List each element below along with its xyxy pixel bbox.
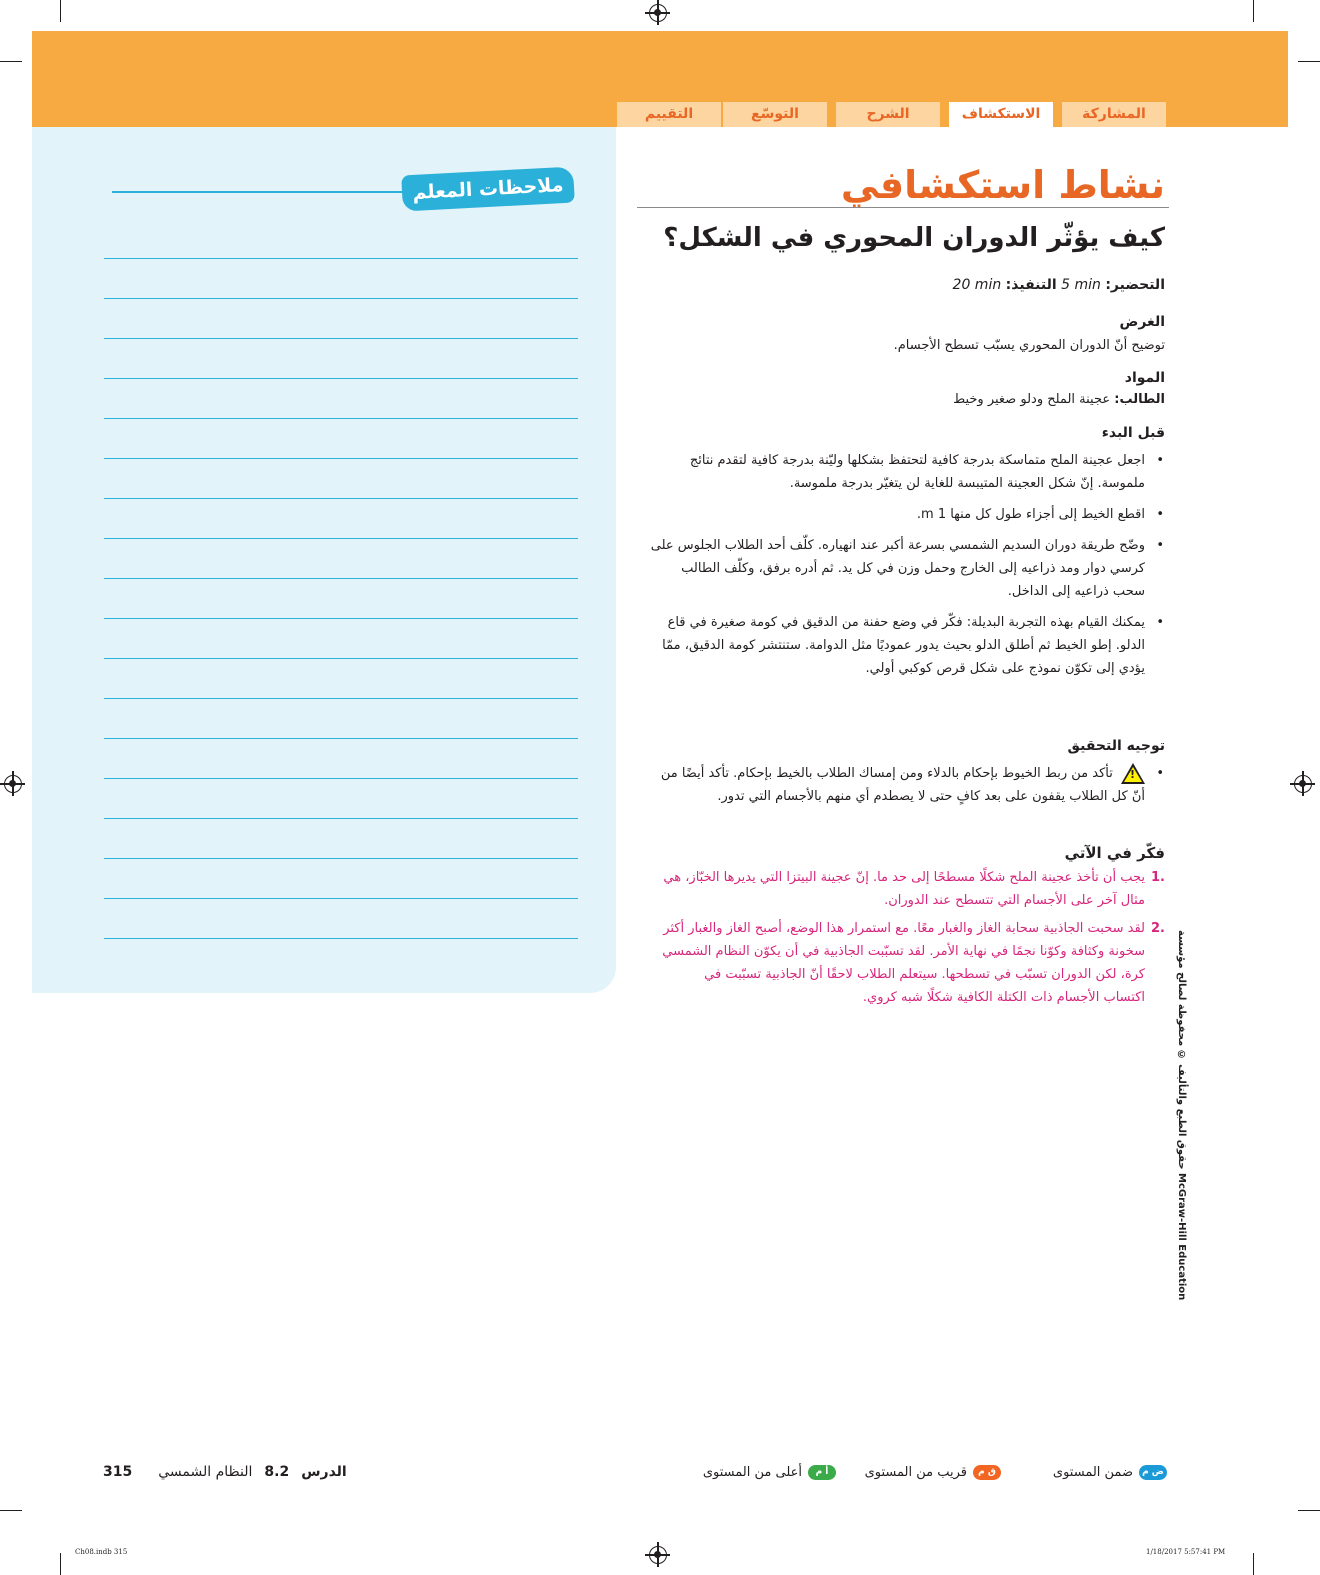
warning-icon [1121,763,1145,784]
guidance-heading: توجيه التحقيق [1067,738,1165,754]
notes-writing-line [104,458,578,459]
prep-label: التحضير: [1105,277,1165,293]
level-label: قريب من المستوى [864,1465,967,1480]
page-title: نشاط استكشافي [840,163,1165,207]
title-divider [637,207,1169,208]
crop-mark [0,61,22,62]
footer-lesson-label: الدرس [301,1464,347,1480]
activity-question: كيف يؤثّر الدوران المحوري في الشكل؟ [663,223,1165,253]
tab-evaluate[interactable]: التقييم [617,102,721,127]
page-number: 315 [103,1464,133,1480]
think-heading: فكّر في الآتي [1064,844,1165,862]
answer-number: 2. [1151,921,1165,936]
level-label: أعلى من المستوى [702,1465,802,1480]
crop-mark [0,1510,22,1511]
notes-writing-line [104,658,578,659]
answer-item [661,866,1165,912]
level-badge: ق م [973,1465,1001,1480]
crop-mark [1253,1553,1254,1575]
footer-lesson-number: 8.2 [264,1464,290,1480]
timing-row [953,277,1165,293]
list-item: • اجعل عجينة الملح متماسكة بدرجة كافية لتحتفظ بشكلها وليّنة بدرجة كافية لتقدم نتائج ملموسة. إنّ شكل العجينة المتيبسة للغاية لن يتغيّر بدرجة ملموسة. [649,449,1145,495]
list-item: • وضّح طريقة دوران السديم الشمسي بسرعة أكبر عند انهياره. كلّف أحد الطلاب الجلوس على كرسي دوار ومد ذراعيه إلى الخارج وحمل وزن في كل يد. ثم أدره برفق، وكلّف الطالب سحب ذراعيه إلى الداخل. [649,534,1145,603]
notes-writing-line [104,578,578,579]
footer-lesson-name: النظام الشمسي [158,1464,253,1480]
registration-mark-icon [649,4,667,22]
notes-writing-line [104,858,578,859]
tab-engage[interactable]: المشاركة [1062,102,1166,127]
before-start-list [649,449,1165,688]
warning-symbol: • ! [1130,768,1136,781]
crop-mark [60,0,61,22]
page-footer [103,1464,347,1480]
level-badge: أ م [808,1465,836,1480]
answer-number: 1. [1151,870,1165,885]
crop-mark [60,1553,61,1575]
top-banner [32,31,1288,100]
registration-mark-icon [1294,775,1312,793]
exec-label: التنفيذ: [1005,277,1057,293]
notes-title-line [112,191,404,193]
legend-approaching-level [865,1465,1001,1480]
materials-label: الطالب: [1114,392,1165,407]
purpose-heading: الغرض [1119,314,1165,330]
tab-explore[interactable]: الاستكشاف [949,102,1053,129]
before-start-heading: قبل البدء [1101,425,1165,441]
answer-item [661,917,1165,1009]
copyright-vertical [1176,930,1198,1301]
slug-file: Ch08.indb 315 [75,1548,128,1556]
exec-value: 20 min [952,277,1002,293]
copyright-text: حقوق الطبع والتأليف © محفوظة لصالح مؤسسة McGraw-Hill Education [1176,930,1187,1301]
answer-list [661,866,1165,1014]
guidance-text: تأكد من ربط الخيوط بإحكام بالدلاء ومن إمساك الطلاب بالخيط بإحكام. تأكد أيضًا من أنّ كل الطلاب يقفون على بعد كافٍ حتى لا يصطدم أي منهم بالأجسام التي تدور. [660,766,1145,804]
notes-writing-line [104,378,578,379]
legend-on-level [1053,1465,1167,1480]
crop-mark [1253,0,1254,22]
registration-mark-icon [649,1546,667,1564]
crop-mark [1298,61,1320,62]
guidance-list [649,762,1165,816]
notes-writing-line [104,618,578,619]
notes-writing-line [104,938,578,939]
level-badge: ض م [1139,1465,1167,1480]
slug-date: 1/18/2017 5:57:41 PM [1146,1548,1226,1556]
tab-elaborate[interactable]: التوسّع [723,102,827,127]
prep-value: 5 min [1061,277,1101,293]
notes-writing-line [104,258,578,259]
notes-writing-line [104,778,578,779]
registration-mark-icon [4,775,22,793]
notes-writing-line [104,298,578,299]
materials-heading: المواد [1124,370,1165,386]
purpose-text: توضيح أنّ الدوران المحوري يسبّب تسطح الأجسام. [893,338,1165,353]
notes-writing-line [104,338,578,339]
answer-text: يجب أن تأخذ عجينة الملح شكلًا مسطحًا إلى حد ما. إنّ عجينة البيتزا التي يديرها الخبّاز، هي مثال آخر على الأجسام التي تتسطح عند الدوران. [663,870,1145,908]
list-item: • يمكنك القيام بهذه التجربة البديلة: فكّر في وضع حفنة من الدقيق في كومة صغيرة في قاع الدلو. إطو الخيط ثم أطلق الدلو بحيث يدور عموديًا مثل الدوامة. ستنتشر كومة الدقيق، ممّا يؤدي إلى تكوّن نموذج على شكل قرص كوكبي أولي. [649,611,1145,680]
notes-writing-line [104,738,578,739]
tab-explain[interactable]: الشرح [836,102,940,127]
notes-writing-line [104,898,578,899]
notes-writing-line [104,418,578,419]
list-item: • اقطع الخيط إلى أجزاء طول كل منها 1 m. [649,503,1145,526]
notes-writing-line [104,498,578,499]
teacher-notes-title: ملاحظات المعلم [401,167,575,212]
materials-text: عجينة الملح ودلو صغير وخيط [953,392,1111,407]
notes-writing-line [104,818,578,819]
answer-text: لقد سحبت الجاذبية سحابة الغاز والغبار معًا. مع استمرار هذا الوضع، أصبح الغاز والغبار أكثر سخونة وكثافة وكوّنا نجمًا في نهاية الأمر. لقد تسبّبت الجاذبية في أن يكوّن النظام الشمسي كرة، لكن الدوران تسبّب في تسطحها. سيتعلم الطلاب لاحقًا أنّ الجاذبية تسبّبت في اكتساب الأجسام ذات الكتلة الكافية شكلًا شبه كروي. [662,921,1145,1005]
materials-row [953,388,1165,411]
level-label: ضمن المستوى [1052,1465,1133,1480]
crop-mark [1298,1510,1320,1511]
notes-writing-line [104,538,578,539]
notes-writing-line [104,698,578,699]
list-item [649,762,1145,808]
teacher-notes-panel [32,127,616,993]
legend-beyond-level [703,1465,836,1480]
